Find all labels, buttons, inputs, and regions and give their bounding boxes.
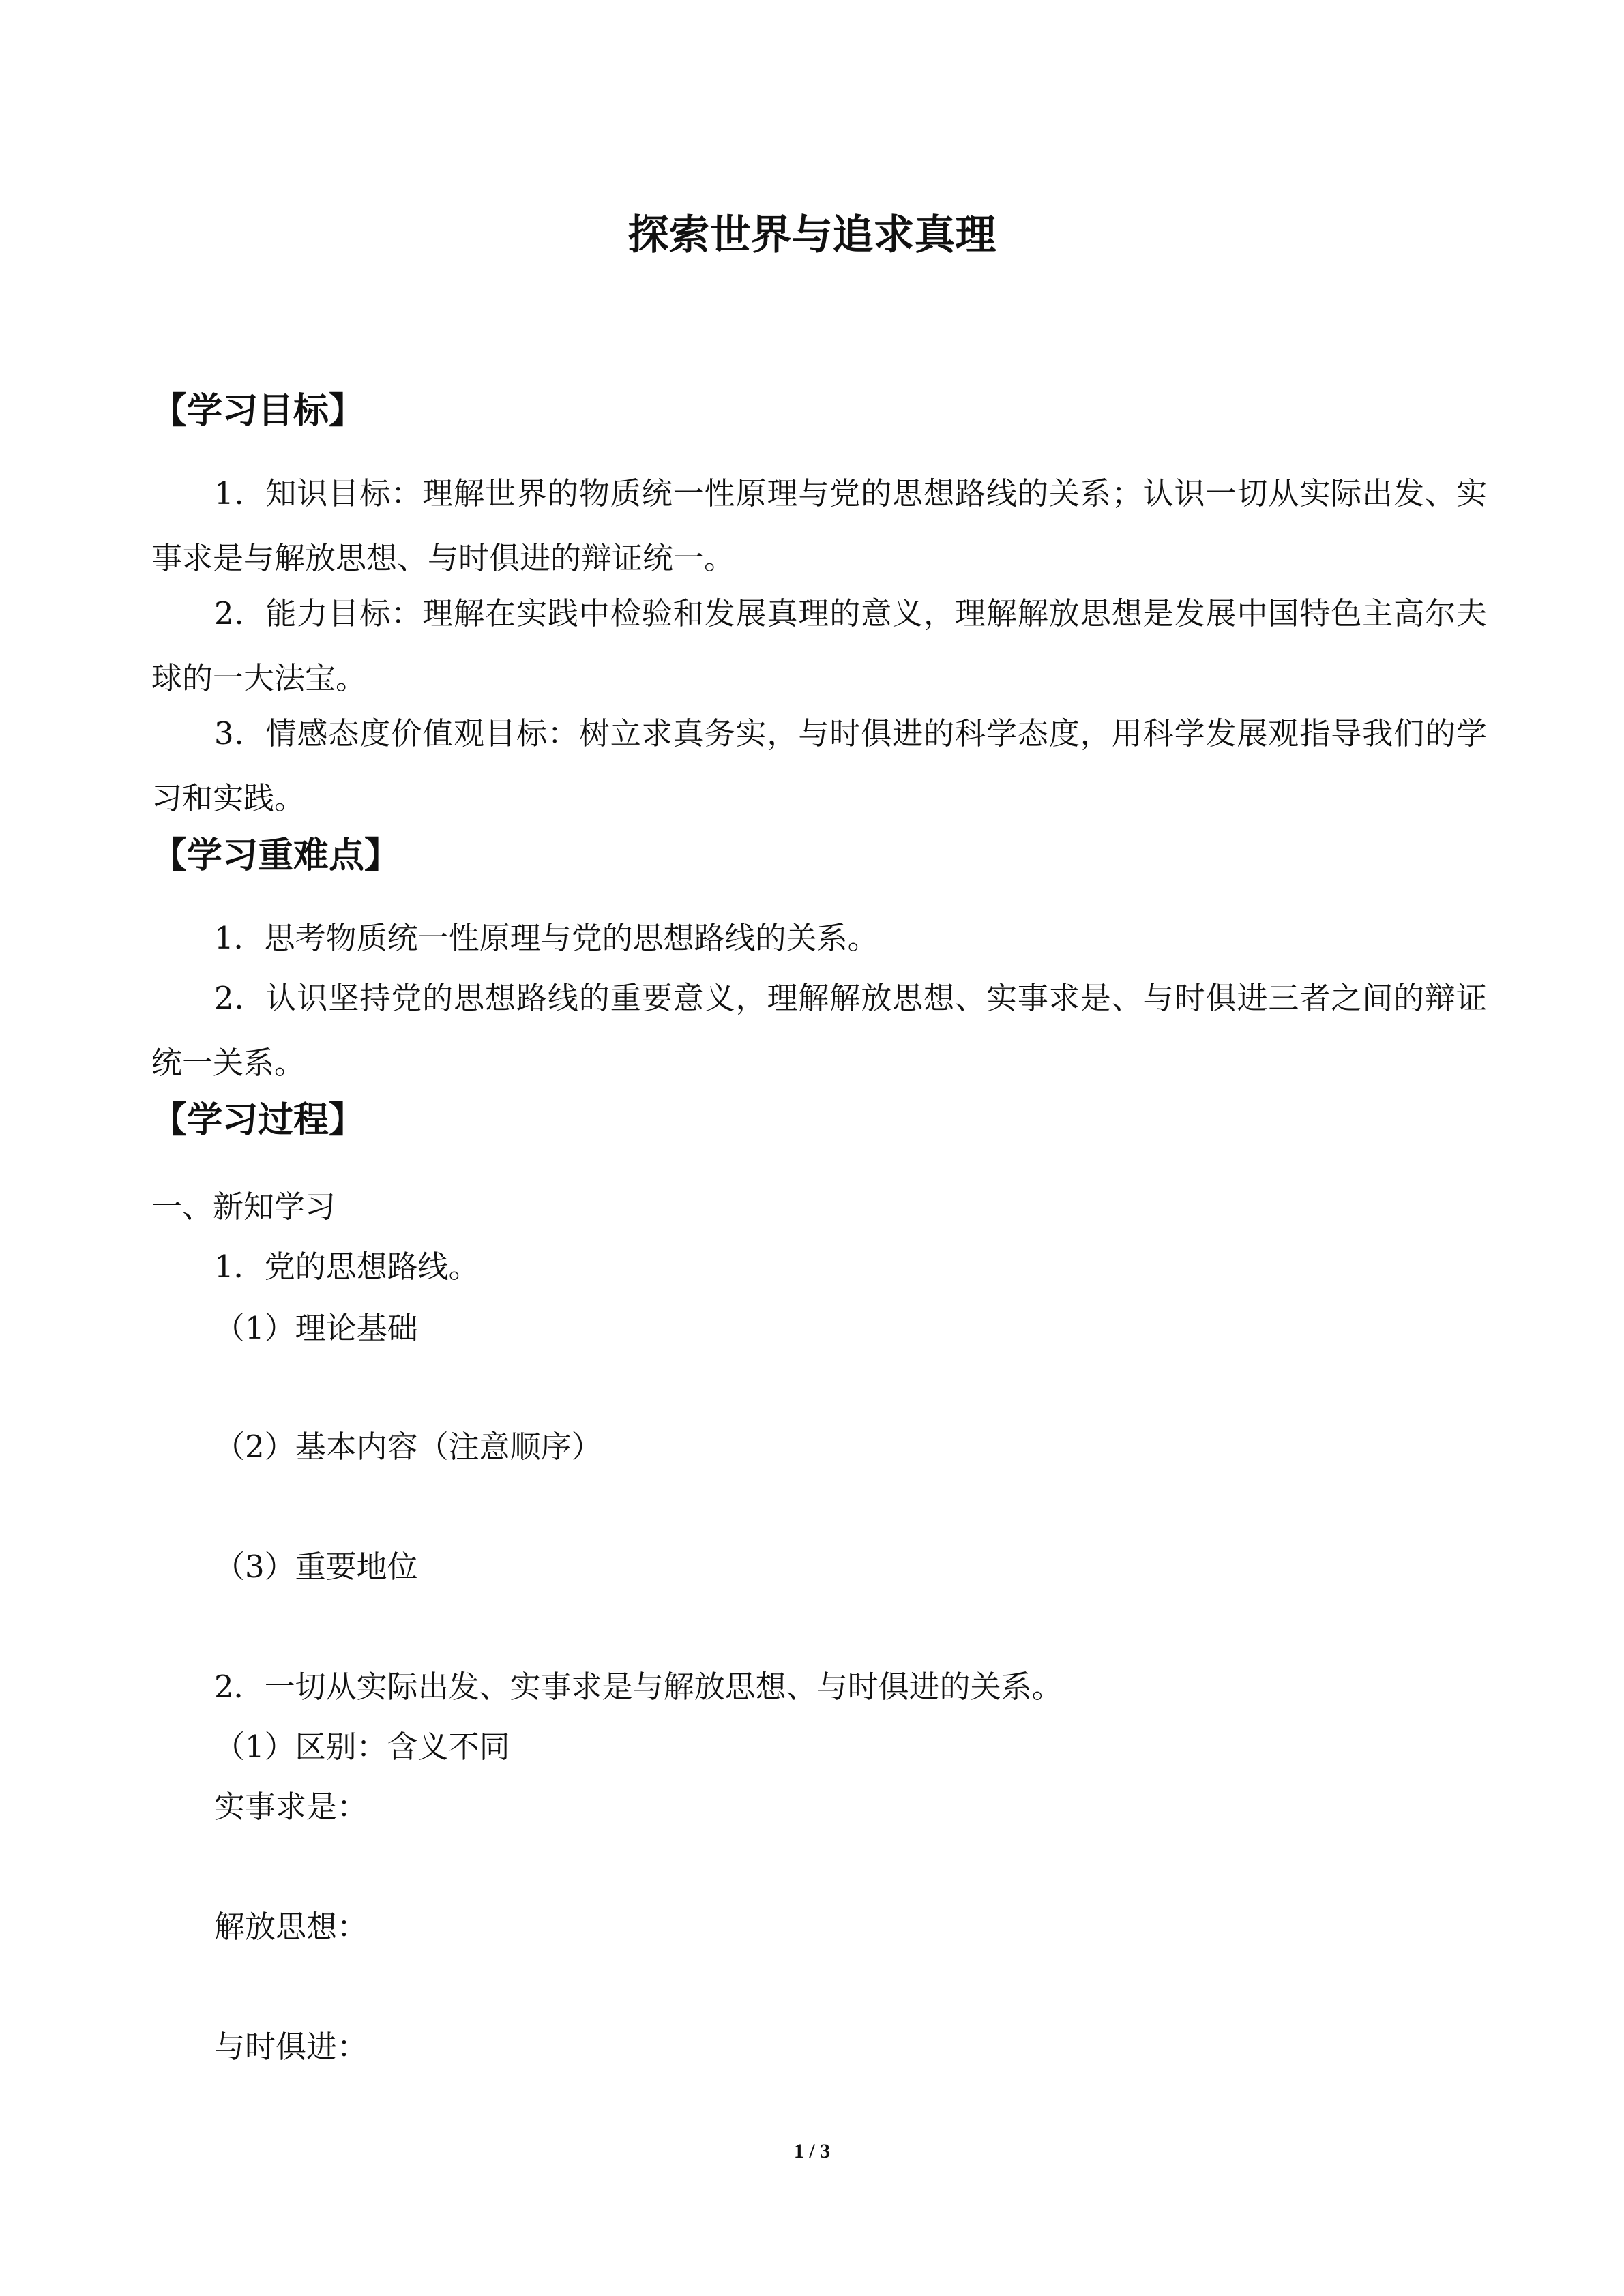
objective-item-knowledge: 1．知识目标：理解世界的物质统一性原理与党的思想路线的关系；认识一切从实际出发、实事求是与解放思想、与时俱进的辩证统一。 <box>151 475 1487 576</box>
field-label-emancipate-mind: 解放思想： <box>214 1909 368 1945</box>
objective-item-ability: 2．能力目标：理解在实践中检验和发展真理的意义，理解解放思想是发展中国特色主高尔夫球的一大法宝。 <box>151 595 1487 696</box>
page-number: 1 / 3 <box>793 2140 831 2162</box>
process-subitem-difference: （1）区别：含义不同 <box>214 1729 510 1765</box>
field-label-seek-truth: 实事求是： <box>214 1789 368 1825</box>
document-title: 探索世界与追求真理 <box>628 211 996 259</box>
field-label-keep-pace: 与时俱进： <box>214 2029 368 2065</box>
key-point-item-1: 1．思考物质统一性原理与党的思想路线的关系。 <box>214 920 879 956</box>
process-subitem-status: （3）重要地位 <box>214 1549 418 1585</box>
section-heading-process: 【学习过程】 <box>151 1100 365 1141</box>
section-heading-objectives: 【学习目标】 <box>151 391 365 432</box>
process-part-heading: 一、新知学习 <box>151 1189 336 1225</box>
process-subitem-content: （2）基本内容（注意顺序） <box>214 1429 602 1465</box>
key-point-item-2: 2．认识坚持党的思想路线的重要意义，理解解放思想、实事求是、与时俱进三者之间的辩证统一关系。 <box>151 980 1487 1081</box>
objective-item-attitude: 3．情感态度价值观目标：树立求真务实，与时俱进的科学态度，用科学发展观指导我们的学习和实践。 <box>151 715 1487 816</box>
section-heading-key-points: 【学习重难点】 <box>151 835 400 876</box>
process-subitem-theory: （1）理论基础 <box>214 1310 418 1346</box>
process-item-1: 1．党的思想路线。 <box>214 1249 479 1285</box>
process-item-2: 2．一切从实际出发、实事求是与解放思想、与时俱进的关系。 <box>214 1669 1063 1705</box>
